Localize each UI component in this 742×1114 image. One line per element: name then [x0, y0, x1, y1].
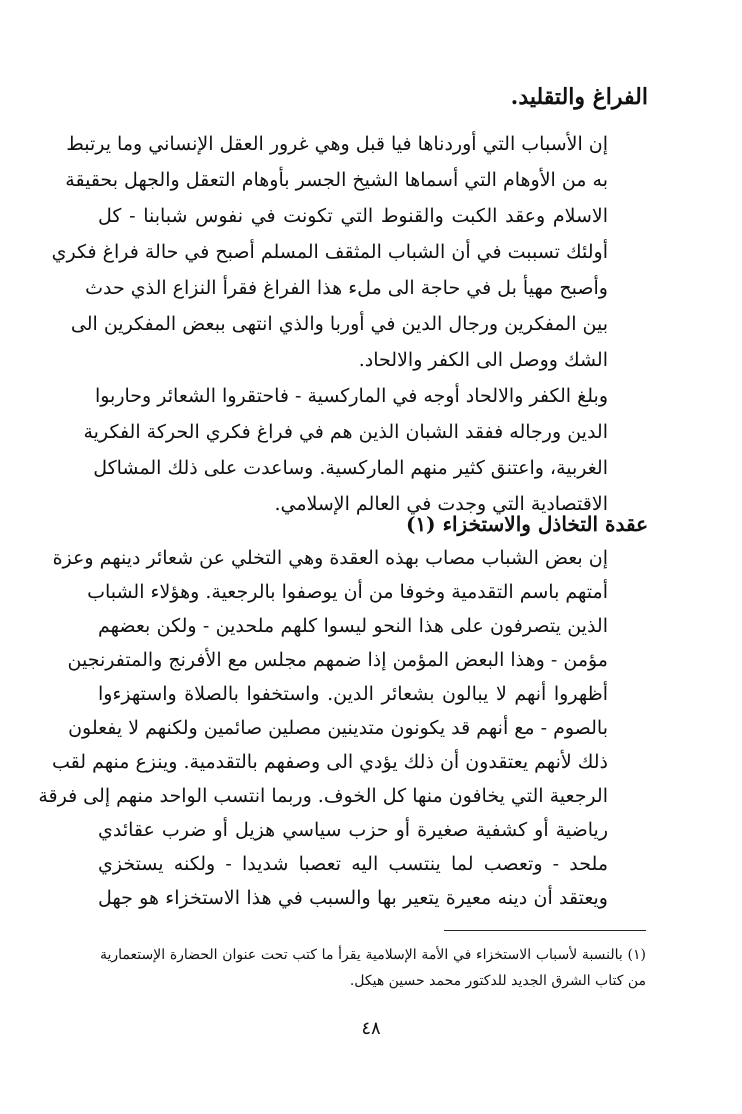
section-heading-emptiness-and-imitation: الفراغ والتقليد. [510, 84, 648, 110]
text-line: ويعتقد أن دينه معيرة يتعير بها والسبب في هذا الاستخزاء هو جهل [98, 887, 608, 909]
paragraph-block-1 [0, 126, 742, 515]
text-line: به من الأوهام التي أسماها الشيخ الجسر بأوهام التعقل والجهل بحقيقة [65, 169, 608, 191]
text-line: وأصبح مهيأ بل في حاجة الى ملء هذا الفراغ فقرأ النزاع الذي حدث [85, 277, 608, 299]
text-line: أولئك تسببت في أن الشباب المثقف المسلم أصبح في حالة فراغ فكري [51, 241, 608, 263]
text-line: الغربية، واعتنق كثير منهم الماركسية. وساعدت على ذلك المشاكل [93, 457, 608, 479]
text-line: وبلغ الكفر والالحاد أوجه في الماركسية - فاحتقروا الشعائر وحاربوا [94, 385, 608, 407]
text-line: الدين ورجاله ففقد الشبان الذين هم في فراغ فكري الحركة الفكرية [83, 421, 608, 443]
text-line: الاسلام وعقد الكبت والقنوط التي تكونت في نفوس شبابنا - كل [98, 205, 608, 227]
text-line: ملحد - وتعصب لما ينتسب اليه تعصبا شديدا - ولكنه يستخزي [98, 853, 609, 875]
footnote-separator [444, 930, 646, 931]
section-heading-inferiority-complex: عقدة التخاذل والاستخزاء (١) [405, 512, 648, 536]
text-line: أمتهم باسم التقدمية وخوفا من أن يوصفوا بالرجعية. وهؤلاء الشباب [87, 581, 608, 603]
text-line: الرجعية التي يخافون منها كل الخوف. وربما انتسب الواحد منهم إلى فرقة [38, 785, 608, 807]
text-line: رياضية أو كشفية صغيرة أو حزب سياسي هزيل أو ضرب عقائدي [98, 819, 608, 841]
text-line: ذلك لأنهم يعتقدون أن ذلك يؤدي الى وصفهم بالتقدمية. وينزع منهم لقب [52, 751, 608, 773]
text-line: أظهروا أنهم لا يبالون بشعائر الدين. واستخفوا بالصلاة واستهزءوا [98, 683, 608, 705]
text-line: الاقتصادية التي وجدت في العالم الإسلامي. [274, 493, 608, 515]
text-line: الذين يتصرفون على هذا النحو ليسوا كلهم ملحدين - ولكن بعضهم [98, 615, 608, 637]
paragraph-block-2 [0, 540, 742, 920]
text-line: بالصوم - مع أنهم قد يكونون متدينين مصلين صائمين ولكنهم لا يفعلون [68, 717, 608, 739]
text-line: مؤمن - وهذا البعض المؤمن إذا ضمهم مجلس مع الأفرنج والمتفرنجين [67, 649, 608, 671]
footnote-line: (١) بالنسبة لأسباب الاستخزاء في الأمة الإسلامية يقرأ ما كتب تحت عنوان الحضارة الإستعمارية [100, 947, 646, 963]
text-line: الشك ووصل الى الكفر والالحاد. [358, 349, 608, 371]
text-line: بين المفكرين ورجال الدين في أوربا والذي انتهى ببعض المفكرين الى [70, 313, 608, 335]
text-line: إن بعض الشباب مصاب بهذه العقدة وهي التخلي عن شعائر دينهم وعزة [52, 547, 608, 569]
text-line: إن الأسباب التي أوردناها فيا قبل وهي غرور العقل الإنساني وما يرتبط [66, 133, 608, 155]
footnote-line: من كتاب الشرق الجديد للدكتور محمد حسين هيكل. [349, 973, 646, 989]
page-number: ٤٨ [361, 1018, 381, 1039]
